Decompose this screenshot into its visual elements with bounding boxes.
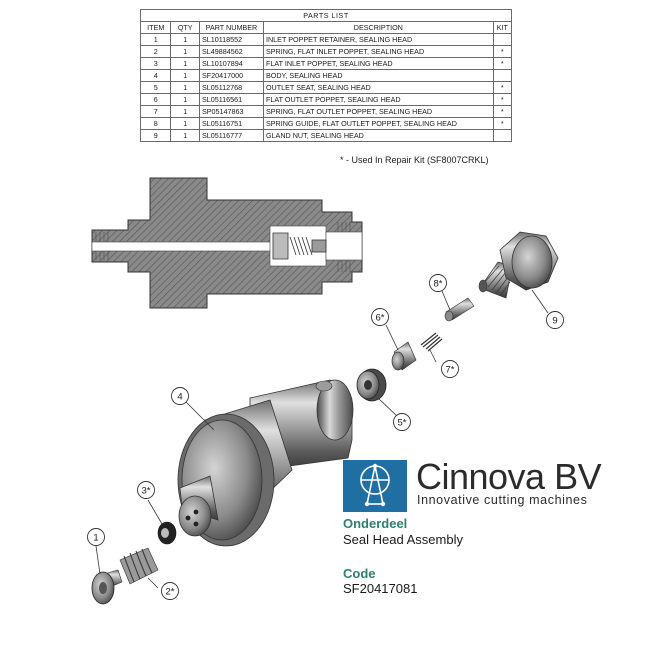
cell-part-number: SL05112768 [199, 82, 263, 94]
col-header-part-number: PART NUMBER [199, 22, 263, 34]
cell-qty: 1 [171, 130, 199, 142]
cell-qty: 1 [171, 106, 199, 118]
cell-description: SPRING, FLAT OUTLET POPPET, SEALING HEAD [263, 106, 493, 118]
cell-item: 5 [141, 82, 171, 94]
cell-kit: * [493, 58, 511, 70]
cell-part-number: SF20417000 [199, 70, 263, 82]
part-4-body [178, 380, 353, 546]
part-6-outlet-poppet [392, 342, 416, 370]
callout-label: 7* [445, 364, 455, 376]
brand-tagline: Innovative cutting machines [417, 493, 588, 507]
cross-section-view [92, 178, 362, 308]
callout-label: 9 [552, 315, 558, 327]
callout-label: 8* [433, 278, 443, 290]
cell-kit: * [493, 106, 511, 118]
col-header-description: DESCRIPTION [263, 22, 493, 34]
cell-description: INLET POPPET RETAINER, SEALING HEAD [263, 34, 493, 46]
callout-label: 5* [397, 417, 407, 429]
cell-qty: 1 [171, 34, 199, 46]
cell-part-number: SL05116777 [199, 130, 263, 142]
cell-part-number: SL05116751 [199, 118, 263, 130]
cell-part-number: SL05116561 [199, 94, 263, 106]
cell-description: SPRING GUIDE, FLAT OUTLET POPPET, SEALING HEAD [263, 118, 493, 130]
code-label: Code [343, 566, 376, 581]
part-7-spring [421, 333, 442, 351]
cell-kit: * [493, 118, 511, 130]
callout-label: 1 [93, 532, 99, 544]
cell-description: FLAT INLET POPPET, SEALING HEAD [263, 58, 493, 70]
cell-item: 2 [141, 46, 171, 58]
cell-item: 3 [141, 58, 171, 70]
cell-description: SPRING, FLAT INLET POPPET, SEALING HEAD [263, 46, 493, 58]
code-value: SF20417081 [343, 581, 418, 596]
cell-description: BODY, SEALING HEAD [263, 70, 493, 82]
cell-description: OUTLET SEAT, SEALING HEAD [263, 82, 493, 94]
cell-part-number: SP05147863 [199, 106, 263, 118]
cell-item: 1 [141, 34, 171, 46]
repair-kit-note: * - Used In Repair Kit (SF8007CRKL) [340, 155, 489, 165]
col-header-kit: KIT [493, 22, 511, 34]
cell-item: 7 [141, 106, 171, 118]
cell-qty: 1 [171, 82, 199, 94]
cell-part-number: SL10107894 [199, 58, 263, 70]
part-label: Onderdeel [343, 516, 408, 531]
callout-label: 3* [141, 485, 151, 497]
cell-qty: 1 [171, 94, 199, 106]
col-header-qty: QTY [171, 22, 199, 34]
cell-part-number: SL49884562 [199, 46, 263, 58]
cell-item: 9 [141, 130, 171, 142]
part-5-outlet-seat [357, 369, 386, 401]
part-value: Seal Head Assembly [343, 532, 463, 547]
callout-label: 4 [177, 391, 183, 403]
cell-qty: 1 [171, 46, 199, 58]
cell-kit: * [493, 94, 511, 106]
callout-label: 2* [165, 586, 175, 598]
part-1-retainer [92, 570, 122, 604]
cell-description: FLAT OUTLET POPPET, SEALING HEAD [263, 94, 493, 106]
cinnova-logo-icon [343, 460, 407, 512]
col-header-item: ITEM [141, 22, 171, 34]
cell-part-number: SL10118552 [199, 34, 263, 46]
cell-qty: 1 [171, 70, 199, 82]
cell-description: GLAND NUT, SEALING HEAD [263, 130, 493, 142]
part-2-spring [120, 548, 158, 584]
part-9-gland-nut [479, 232, 558, 298]
cell-item: 8 [141, 118, 171, 130]
cell-kit: * [493, 82, 511, 94]
callout-label: 6* [375, 312, 385, 324]
cell-kit: * [493, 46, 511, 58]
cell-qty: 1 [171, 118, 199, 130]
part-3-inlet-poppet [158, 522, 176, 544]
cell-item: 4 [141, 70, 171, 82]
parts-list-title: PARTS LIST [141, 10, 512, 22]
brand-name: Cinnova BV [416, 456, 602, 497]
part-8-spring-guide [445, 298, 474, 321]
cell-qty: 1 [171, 58, 199, 70]
cell-item: 6 [141, 94, 171, 106]
